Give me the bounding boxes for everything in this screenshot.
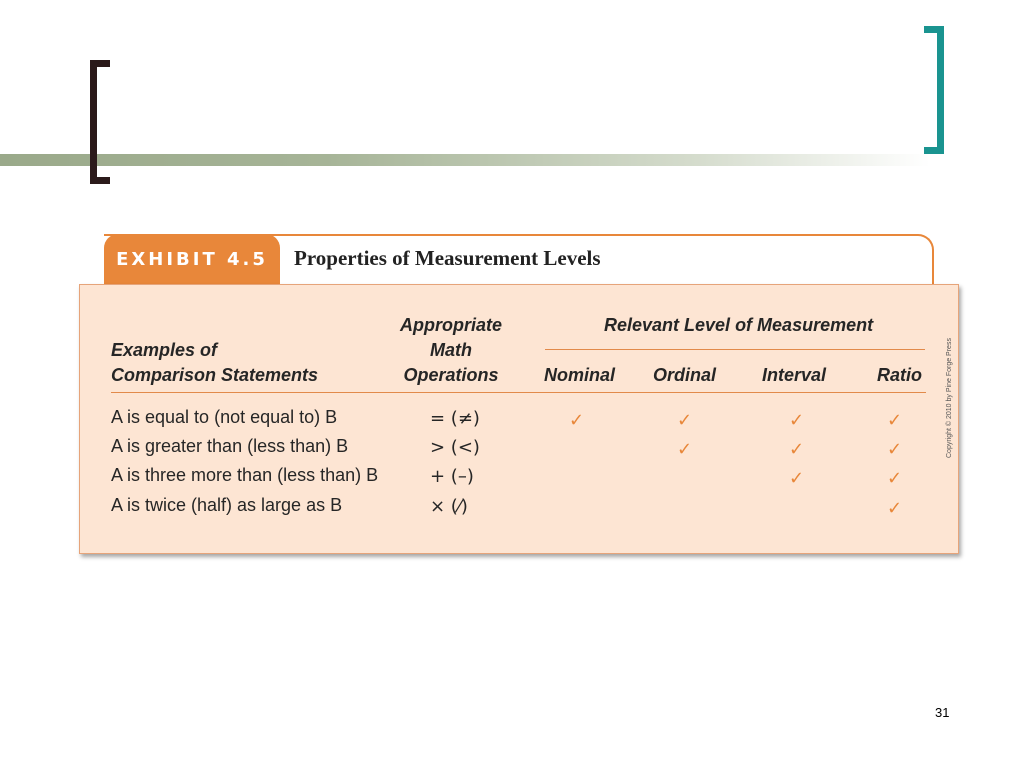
header-level-ratio: Ratio [877,365,922,385]
row2-ordinal-check: ✓ [677,439,693,460]
exhibit-title: Properties of Measurement Levels [294,246,601,270]
header-relevant-level: Relevant Level of Measurement [604,315,874,335]
header-level-nominal: Nominal [544,365,616,385]
left-bracket-decoration [90,60,110,184]
row3-operation: + (–) [430,466,474,487]
exhibit-label: EXHIBIT 4.5 [116,248,268,270]
row2-ratio-check: ✓ [887,439,903,460]
page-number: 31 [935,705,950,720]
header-examples-line2: Comparison Statements [111,365,319,385]
header-level-interval: Interval [762,365,827,385]
copyright-notice: Copyright © 2010 by Pine Forge Press [946,338,953,458]
row2-interval-check: ✓ [789,439,805,460]
row3-interval-check: ✓ [789,468,805,489]
decorative-line [0,154,930,166]
row4-ratio-check: ✓ [887,498,903,519]
right-bracket-decoration [924,26,944,154]
row4-statement: A is twice (half) as large as B [111,495,343,515]
row1-statement: A is equal to (not equal to) B [111,407,338,427]
row1-interval-check: ✓ [789,410,805,431]
header-examples-line1: Examples of [111,340,218,360]
header-subrule [545,349,925,350]
exhibit-tab [104,234,280,284]
row2-operation: > (<) [430,437,480,458]
header-rule [111,392,926,393]
row4-operation: × (⁄) [430,496,468,517]
row1-nominal-check: ✓ [569,410,585,431]
row2-statement: A is greater than (less than) B [111,436,349,456]
row3-ratio-check: ✓ [887,468,903,489]
exhibit-table [79,284,959,554]
row1-ratio-check: ✓ [887,410,903,431]
header-ops-line3: Operations [403,365,499,385]
header-ops-line2: Math [430,340,472,360]
row3-statement: A is three more than (less than) B [111,465,379,485]
row1-operation: = (≠) [430,408,480,429]
header-ops-line1: Appropriate [400,315,503,335]
row1-ordinal-check: ✓ [677,410,693,431]
header-level-ordinal: Ordinal [653,365,717,385]
